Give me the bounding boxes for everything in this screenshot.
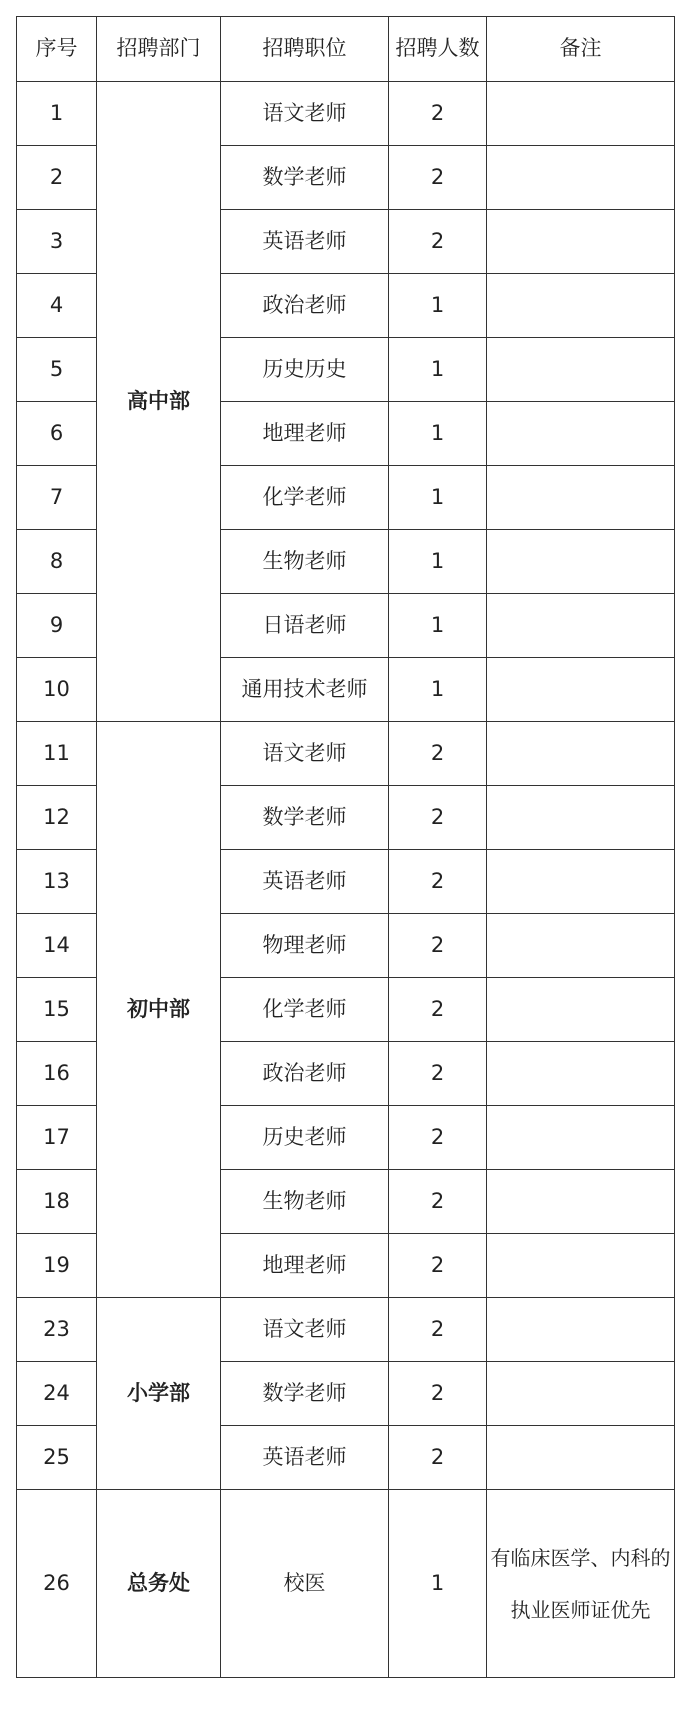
headcount-cell: 2 bbox=[389, 914, 487, 978]
note-cell bbox=[487, 1234, 675, 1298]
note-cell bbox=[487, 402, 675, 466]
row-number-cell: 1 bbox=[17, 82, 97, 146]
headcount-cell: 1 bbox=[389, 338, 487, 402]
header-cell-position: 招聘职位 bbox=[221, 17, 389, 82]
position-cell: 政治老师 bbox=[221, 1042, 389, 1106]
row-number-cell: 16 bbox=[17, 1042, 97, 1106]
headcount-cell: 2 bbox=[389, 1234, 487, 1298]
note-cell bbox=[487, 786, 675, 850]
note-cell bbox=[487, 1170, 675, 1234]
row-number-cell: 2 bbox=[17, 146, 97, 210]
row-number-cell: 23 bbox=[17, 1298, 97, 1362]
note-cell bbox=[487, 850, 675, 914]
row-number-cell: 10 bbox=[17, 658, 97, 722]
headcount-cell: 2 bbox=[389, 146, 487, 210]
row-number-cell: 24 bbox=[17, 1362, 97, 1426]
table-row bbox=[17, 1298, 675, 1362]
position-cell: 化学老师 bbox=[221, 466, 389, 530]
headcount-cell: 1 bbox=[389, 466, 487, 530]
table-row bbox=[17, 82, 675, 146]
header-row bbox=[17, 17, 675, 82]
position-cell: 生物老师 bbox=[221, 1170, 389, 1234]
headcount-cell: 1 bbox=[389, 658, 487, 722]
headcount-cell: 1 bbox=[389, 274, 487, 338]
note-cell bbox=[487, 1362, 675, 1426]
row-number-cell: 6 bbox=[17, 402, 97, 466]
position-cell: 物理老师 bbox=[221, 914, 389, 978]
row-number-cell: 8 bbox=[17, 530, 97, 594]
row-number-cell: 25 bbox=[17, 1426, 97, 1490]
row-number-cell: 12 bbox=[17, 786, 97, 850]
row-number-cell: 15 bbox=[17, 978, 97, 1042]
headcount-cell: 2 bbox=[389, 1426, 487, 1490]
headcount-cell: 2 bbox=[389, 978, 487, 1042]
department-cell: 高中部 bbox=[97, 82, 221, 722]
position-cell: 历史历史 bbox=[221, 338, 389, 402]
position-cell: 化学老师 bbox=[221, 978, 389, 1042]
position-cell: 英语老师 bbox=[221, 210, 389, 274]
header-cell-note: 备注 bbox=[487, 17, 675, 82]
note-cell bbox=[487, 530, 675, 594]
row-number-cell: 11 bbox=[17, 722, 97, 786]
headcount-cell: 2 bbox=[389, 786, 487, 850]
position-cell: 英语老师 bbox=[221, 850, 389, 914]
position-cell: 语文老师 bbox=[221, 82, 389, 146]
row-number-cell: 19 bbox=[17, 1234, 97, 1298]
headcount-cell: 2 bbox=[389, 1170, 487, 1234]
recruitment-table bbox=[16, 16, 675, 1678]
note-cell bbox=[487, 1042, 675, 1106]
position-cell: 日语老师 bbox=[221, 594, 389, 658]
table-body bbox=[17, 82, 675, 1678]
position-cell: 英语老师 bbox=[221, 1426, 389, 1490]
note-cell bbox=[487, 722, 675, 786]
note-cell bbox=[487, 210, 675, 274]
note-cell bbox=[487, 978, 675, 1042]
row-number-cell: 13 bbox=[17, 850, 97, 914]
row-number-cell: 4 bbox=[17, 274, 97, 338]
headcount-cell: 2 bbox=[389, 850, 487, 914]
note-cell bbox=[487, 82, 675, 146]
header-cell-no: 序号 bbox=[17, 17, 97, 82]
note-cell bbox=[487, 1426, 675, 1490]
headcount-cell: 2 bbox=[389, 1106, 487, 1170]
position-cell: 数学老师 bbox=[221, 146, 389, 210]
department-cell: 小学部 bbox=[97, 1298, 221, 1490]
headcount-cell: 1 bbox=[389, 1490, 487, 1678]
department-cell: 总务处 bbox=[97, 1490, 221, 1678]
row-number-cell: 9 bbox=[17, 594, 97, 658]
note-cell bbox=[487, 594, 675, 658]
row-number-cell: 14 bbox=[17, 914, 97, 978]
table-row bbox=[17, 722, 675, 786]
note-cell bbox=[487, 1106, 675, 1170]
position-cell: 校医 bbox=[221, 1490, 389, 1678]
table-row bbox=[17, 1490, 675, 1678]
row-number-cell: 17 bbox=[17, 1106, 97, 1170]
headcount-cell: 2 bbox=[389, 1362, 487, 1426]
row-number-cell: 26 bbox=[17, 1490, 97, 1678]
note-cell bbox=[487, 274, 675, 338]
note-cell bbox=[487, 338, 675, 402]
note-cell bbox=[487, 146, 675, 210]
header-cell-count: 招聘人数 bbox=[389, 17, 487, 82]
headcount-cell: 2 bbox=[389, 210, 487, 274]
row-number-cell: 3 bbox=[17, 210, 97, 274]
row-number-cell: 7 bbox=[17, 466, 97, 530]
note-cell bbox=[487, 1298, 675, 1362]
row-number-cell: 18 bbox=[17, 1170, 97, 1234]
position-cell: 历史老师 bbox=[221, 1106, 389, 1170]
position-cell: 政治老师 bbox=[221, 274, 389, 338]
note-cell bbox=[487, 658, 675, 722]
note-cell: 有临床医学、内科的执业医师证优先 bbox=[487, 1490, 675, 1678]
note-cell bbox=[487, 914, 675, 978]
headcount-cell: 1 bbox=[389, 402, 487, 466]
position-cell: 通用技术老师 bbox=[221, 658, 389, 722]
headcount-cell: 1 bbox=[389, 530, 487, 594]
position-cell: 数学老师 bbox=[221, 1362, 389, 1426]
position-cell: 数学老师 bbox=[221, 786, 389, 850]
headcount-cell: 2 bbox=[389, 82, 487, 146]
headcount-cell: 2 bbox=[389, 722, 487, 786]
row-number-cell: 5 bbox=[17, 338, 97, 402]
department-cell: 初中部 bbox=[97, 722, 221, 1298]
headcount-cell: 2 bbox=[389, 1042, 487, 1106]
position-cell: 地理老师 bbox=[221, 402, 389, 466]
position-cell: 生物老师 bbox=[221, 530, 389, 594]
note-cell bbox=[487, 466, 675, 530]
header-cell-dept: 招聘部门 bbox=[97, 17, 221, 82]
position-cell: 语文老师 bbox=[221, 1298, 389, 1362]
headcount-cell: 1 bbox=[389, 594, 487, 658]
position-cell: 语文老师 bbox=[221, 722, 389, 786]
position-cell: 地理老师 bbox=[221, 1234, 389, 1298]
headcount-cell: 2 bbox=[389, 1298, 487, 1362]
